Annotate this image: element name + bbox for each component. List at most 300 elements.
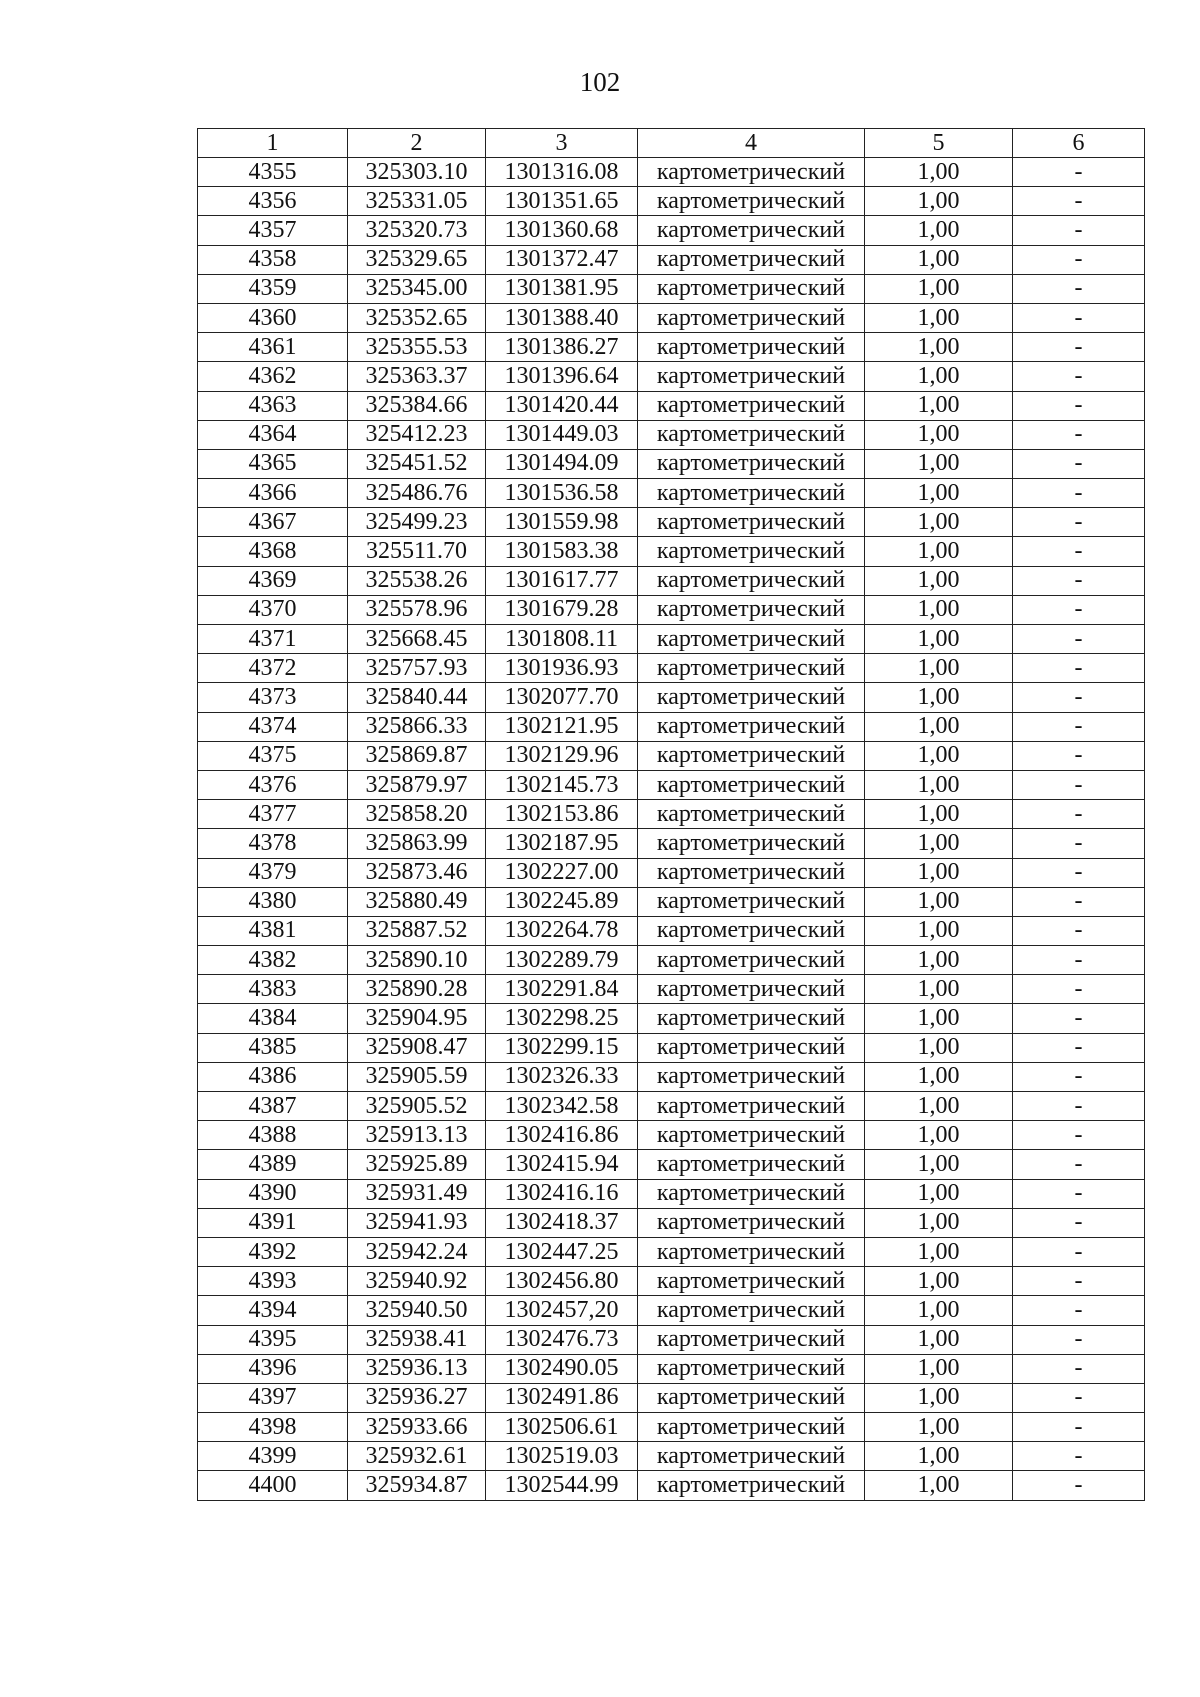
method-cell: картометрический — [638, 391, 865, 420]
description-cell: - — [1013, 916, 1145, 945]
accuracy-cell: 1,00 — [865, 1062, 1013, 1091]
accuracy-cell: 1,00 — [865, 391, 1013, 420]
accuracy-cell: 1,00 — [865, 1208, 1013, 1237]
description-cell: - — [1013, 829, 1145, 858]
accuracy-cell: 1,00 — [865, 1413, 1013, 1442]
point-number-cell: 4377 — [198, 800, 348, 829]
table-row — [198, 508, 1145, 537]
x-coordinate-cell: 325934.87 — [348, 1471, 486, 1500]
accuracy-cell: 1,00 — [865, 187, 1013, 216]
table-row — [198, 1150, 1145, 1179]
table-row — [198, 1179, 1145, 1208]
x-coordinate-cell: 325940.50 — [348, 1296, 486, 1325]
description-cell: - — [1013, 1179, 1145, 1208]
y-coordinate-cell: 1302506.61 — [486, 1413, 638, 1442]
description-cell: - — [1013, 654, 1145, 683]
point-number-cell: 4387 — [198, 1092, 348, 1121]
description-cell: - — [1013, 1062, 1145, 1091]
accuracy-cell: 1,00 — [865, 245, 1013, 274]
table-row — [198, 625, 1145, 654]
y-coordinate-cell: 1301420.44 — [486, 391, 638, 420]
y-coordinate-cell: 1301388.40 — [486, 303, 638, 332]
accuracy-cell: 1,00 — [865, 770, 1013, 799]
point-number-cell: 4383 — [198, 975, 348, 1004]
x-coordinate-cell: 325904.95 — [348, 1004, 486, 1033]
method-cell: картометрический — [638, 654, 865, 683]
accuracy-cell: 1,00 — [865, 858, 1013, 887]
accuracy-cell: 1,00 — [865, 303, 1013, 332]
x-coordinate-cell: 325355.53 — [348, 333, 486, 362]
method-cell: картометрический — [638, 420, 865, 449]
x-coordinate-cell: 325538.26 — [348, 566, 486, 595]
accuracy-cell: 1,00 — [865, 1267, 1013, 1296]
x-coordinate-cell: 325905.52 — [348, 1092, 486, 1121]
x-coordinate-cell: 325668.45 — [348, 625, 486, 654]
point-number-cell: 4359 — [198, 274, 348, 303]
point-number-cell: 4367 — [198, 508, 348, 537]
method-cell: картометрический — [638, 1296, 865, 1325]
coordinates-table — [197, 128, 1145, 1501]
method-cell: картометрический — [638, 303, 865, 332]
table-row — [198, 1208, 1145, 1237]
method-cell: картометрический — [638, 216, 865, 245]
y-coordinate-cell: 1302326.33 — [486, 1062, 638, 1091]
method-cell: картометрический — [638, 975, 865, 1004]
accuracy-cell: 1,00 — [865, 1004, 1013, 1033]
y-coordinate-cell: 1302456.80 — [486, 1267, 638, 1296]
y-coordinate-cell: 1302491.86 — [486, 1383, 638, 1412]
description-cell: - — [1013, 770, 1145, 799]
description-cell: - — [1013, 187, 1145, 216]
description-cell: - — [1013, 362, 1145, 391]
point-number-cell: 4397 — [198, 1383, 348, 1412]
x-coordinate-cell: 325913.13 — [348, 1121, 486, 1150]
x-coordinate-cell: 325908.47 — [348, 1033, 486, 1062]
method-cell: картометрический — [638, 566, 865, 595]
point-number-cell: 4363 — [198, 391, 348, 420]
x-coordinate-cell: 325329.65 — [348, 245, 486, 274]
x-coordinate-cell: 325940.92 — [348, 1267, 486, 1296]
point-number-cell: 4370 — [198, 595, 348, 624]
method-cell: картометрический — [638, 1092, 865, 1121]
description-cell: - — [1013, 975, 1145, 1004]
method-cell: картометрический — [638, 158, 865, 187]
point-number-cell: 4385 — [198, 1033, 348, 1062]
point-number-cell: 4391 — [198, 1208, 348, 1237]
method-cell: картометрический — [638, 1179, 865, 1208]
y-coordinate-cell: 1301396.64 — [486, 362, 638, 391]
x-coordinate-cell: 325384.66 — [348, 391, 486, 420]
description-cell: - — [1013, 1004, 1145, 1033]
y-coordinate-cell: 1302416.86 — [486, 1121, 638, 1150]
method-cell: картометрический — [638, 683, 865, 712]
method-cell: картометрический — [638, 479, 865, 508]
table-row — [198, 946, 1145, 975]
y-coordinate-cell: 1302447.25 — [486, 1237, 638, 1266]
method-cell: картометрический — [638, 916, 865, 945]
x-coordinate-cell: 325352.65 — [348, 303, 486, 332]
y-coordinate-cell: 1302457,20 — [486, 1296, 638, 1325]
y-coordinate-cell: 1301381.95 — [486, 274, 638, 303]
point-number-cell: 4365 — [198, 449, 348, 478]
x-coordinate-cell: 325942.24 — [348, 1237, 486, 1266]
point-number-cell: 4380 — [198, 887, 348, 916]
table-row — [198, 1325, 1145, 1354]
table-row — [198, 187, 1145, 216]
y-coordinate-cell: 1302129.96 — [486, 741, 638, 770]
table-row — [198, 887, 1145, 916]
y-coordinate-cell: 1302264.78 — [486, 916, 638, 945]
x-coordinate-cell: 325933.66 — [348, 1413, 486, 1442]
method-cell: картометрический — [638, 449, 865, 478]
point-number-cell: 4373 — [198, 683, 348, 712]
y-coordinate-cell: 1302342.58 — [486, 1092, 638, 1121]
table-row — [198, 303, 1145, 332]
accuracy-cell: 1,00 — [865, 1179, 1013, 1208]
x-coordinate-cell: 325887.52 — [348, 916, 486, 945]
description-cell: - — [1013, 1033, 1145, 1062]
x-coordinate-cell: 325941.93 — [348, 1208, 486, 1237]
description-cell: - — [1013, 274, 1145, 303]
x-coordinate-cell: 325363.37 — [348, 362, 486, 391]
x-coordinate-cell: 325866.33 — [348, 712, 486, 741]
method-cell: картометрический — [638, 1267, 865, 1296]
method-cell: картометрический — [638, 333, 865, 362]
description-cell: - — [1013, 1325, 1145, 1354]
description-cell: - — [1013, 1296, 1145, 1325]
table-row — [198, 274, 1145, 303]
method-cell: картометрический — [638, 1325, 865, 1354]
description-cell: - — [1013, 1092, 1145, 1121]
description-cell: - — [1013, 712, 1145, 741]
method-cell: картометрический — [638, 1237, 865, 1266]
x-coordinate-cell: 325938.41 — [348, 1325, 486, 1354]
x-coordinate-cell: 325451.52 — [348, 449, 486, 478]
table-row — [198, 1237, 1145, 1266]
x-coordinate-cell: 325869.87 — [348, 741, 486, 770]
y-coordinate-cell: 1301559.98 — [486, 508, 638, 537]
description-cell: - — [1013, 303, 1145, 332]
accuracy-cell: 1,00 — [865, 1471, 1013, 1500]
method-cell: картометрический — [638, 1004, 865, 1033]
y-coordinate-cell: 1302299.15 — [486, 1033, 638, 1062]
header-row — [198, 129, 1145, 158]
method-cell: картометрический — [638, 187, 865, 216]
accuracy-cell: 1,00 — [865, 654, 1013, 683]
method-cell: картометрический — [638, 946, 865, 975]
x-coordinate-cell: 325511.70 — [348, 537, 486, 566]
point-number-cell: 4368 — [198, 537, 348, 566]
x-coordinate-cell: 325936.13 — [348, 1354, 486, 1383]
y-coordinate-cell: 1302291.84 — [486, 975, 638, 1004]
table-row — [198, 1413, 1145, 1442]
table-row — [198, 1004, 1145, 1033]
y-coordinate-cell: 1302416.16 — [486, 1179, 638, 1208]
description-cell: - — [1013, 800, 1145, 829]
y-coordinate-cell: 1302519.03 — [486, 1442, 638, 1471]
x-coordinate-cell: 325936.27 — [348, 1383, 486, 1412]
y-coordinate-cell: 1301679.28 — [486, 595, 638, 624]
y-coordinate-cell: 1302418.37 — [486, 1208, 638, 1237]
table-row — [198, 1471, 1145, 1500]
point-number-cell: 4360 — [198, 303, 348, 332]
point-number-cell: 4362 — [198, 362, 348, 391]
accuracy-cell: 1,00 — [865, 566, 1013, 595]
accuracy-cell: 1,00 — [865, 683, 1013, 712]
x-coordinate-cell: 325925.89 — [348, 1150, 486, 1179]
x-coordinate-cell: 325486.76 — [348, 479, 486, 508]
table-row — [198, 245, 1145, 274]
method-cell: картометрический — [638, 625, 865, 654]
x-coordinate-cell: 325331.05 — [348, 187, 486, 216]
table-row — [198, 333, 1145, 362]
table-row — [198, 362, 1145, 391]
method-cell: картометрический — [638, 362, 865, 391]
accuracy-cell: 1,00 — [865, 362, 1013, 391]
method-cell: картометрический — [638, 1121, 865, 1150]
table-row — [198, 537, 1145, 566]
point-number-cell: 4381 — [198, 916, 348, 945]
description-cell: - — [1013, 158, 1145, 187]
accuracy-cell: 1,00 — [865, 1296, 1013, 1325]
y-coordinate-cell: 1302077.70 — [486, 683, 638, 712]
point-number-cell: 4384 — [198, 1004, 348, 1033]
table-row — [198, 391, 1145, 420]
method-cell: картометрический — [638, 1442, 865, 1471]
accuracy-cell: 1,00 — [865, 712, 1013, 741]
x-coordinate-cell: 325345.00 — [348, 274, 486, 303]
accuracy-cell: 1,00 — [865, 595, 1013, 624]
method-cell: картометрический — [638, 1150, 865, 1179]
table-row — [198, 1354, 1145, 1383]
point-number-cell: 4376 — [198, 770, 348, 799]
y-coordinate-cell: 1302415.94 — [486, 1150, 638, 1179]
description-cell: - — [1013, 1354, 1145, 1383]
description-cell: - — [1013, 625, 1145, 654]
x-coordinate-cell: 325863.99 — [348, 829, 486, 858]
point-number-cell: 4378 — [198, 829, 348, 858]
accuracy-cell: 1,00 — [865, 741, 1013, 770]
accuracy-cell: 1,00 — [865, 1325, 1013, 1354]
accuracy-cell: 1,00 — [865, 975, 1013, 1004]
accuracy-cell: 1,00 — [865, 420, 1013, 449]
x-coordinate-cell: 325499.23 — [348, 508, 486, 537]
method-cell: картометрический — [638, 274, 865, 303]
method-cell: картометрический — [638, 1062, 865, 1091]
description-cell: - — [1013, 566, 1145, 595]
point-number-cell: 4358 — [198, 245, 348, 274]
table-row — [198, 1062, 1145, 1091]
method-cell: картометрический — [638, 1471, 865, 1500]
column-header: 5 — [865, 129, 1013, 158]
accuracy-cell: 1,00 — [865, 158, 1013, 187]
table-row — [198, 449, 1145, 478]
accuracy-cell: 1,00 — [865, 449, 1013, 478]
point-number-cell: 4394 — [198, 1296, 348, 1325]
y-coordinate-cell: 1302476.73 — [486, 1325, 638, 1354]
table-row — [198, 975, 1145, 1004]
method-cell: картометрический — [638, 800, 865, 829]
y-coordinate-cell: 1302289.79 — [486, 946, 638, 975]
accuracy-cell: 1,00 — [865, 887, 1013, 916]
description-cell: - — [1013, 595, 1145, 624]
y-coordinate-cell: 1302490.05 — [486, 1354, 638, 1383]
method-cell: картометрический — [638, 537, 865, 566]
x-coordinate-cell: 325905.59 — [348, 1062, 486, 1091]
y-coordinate-cell: 1302121.95 — [486, 712, 638, 741]
accuracy-cell: 1,00 — [865, 800, 1013, 829]
table-row — [198, 683, 1145, 712]
table-row — [198, 858, 1145, 887]
description-cell: - — [1013, 1471, 1145, 1500]
y-coordinate-cell: 1301351.65 — [486, 187, 638, 216]
y-coordinate-cell: 1301808.11 — [486, 625, 638, 654]
y-coordinate-cell: 1301372.47 — [486, 245, 638, 274]
description-cell: - — [1013, 479, 1145, 508]
y-coordinate-cell: 1302153.86 — [486, 800, 638, 829]
x-coordinate-cell: 325890.10 — [348, 946, 486, 975]
y-coordinate-cell: 1301617.77 — [486, 566, 638, 595]
column-header: 3 — [486, 129, 638, 158]
method-cell: картометрический — [638, 595, 865, 624]
table-row — [198, 1442, 1145, 1471]
accuracy-cell: 1,00 — [865, 1383, 1013, 1412]
description-cell: - — [1013, 1413, 1145, 1442]
table-row — [198, 741, 1145, 770]
accuracy-cell: 1,00 — [865, 916, 1013, 945]
point-number-cell: 4390 — [198, 1179, 348, 1208]
x-coordinate-cell: 325412.23 — [348, 420, 486, 449]
accuracy-cell: 1,00 — [865, 333, 1013, 362]
x-coordinate-cell: 325303.10 — [348, 158, 486, 187]
method-cell: картометрический — [638, 770, 865, 799]
x-coordinate-cell: 325931.49 — [348, 1179, 486, 1208]
point-number-cell: 4382 — [198, 946, 348, 975]
y-coordinate-cell: 1301316.08 — [486, 158, 638, 187]
x-coordinate-cell: 325880.49 — [348, 887, 486, 916]
y-coordinate-cell: 1301449.03 — [486, 420, 638, 449]
accuracy-cell: 1,00 — [865, 1237, 1013, 1266]
point-number-cell: 4374 — [198, 712, 348, 741]
table-row — [198, 158, 1145, 187]
point-number-cell: 4371 — [198, 625, 348, 654]
y-coordinate-cell: 1302145.73 — [486, 770, 638, 799]
accuracy-cell: 1,00 — [865, 508, 1013, 537]
y-coordinate-cell: 1301494.09 — [486, 449, 638, 478]
y-coordinate-cell: 1302187.95 — [486, 829, 638, 858]
method-cell: картометрический — [638, 508, 865, 537]
table-row — [198, 595, 1145, 624]
description-cell: - — [1013, 887, 1145, 916]
x-coordinate-cell: 325320.73 — [348, 216, 486, 245]
description-cell: - — [1013, 741, 1145, 770]
method-cell: картометрический — [638, 858, 865, 887]
point-number-cell: 4395 — [198, 1325, 348, 1354]
description-cell: - — [1013, 1442, 1145, 1471]
table-row — [198, 420, 1145, 449]
table-row — [198, 800, 1145, 829]
table-row — [198, 1092, 1145, 1121]
method-cell: картометрический — [638, 1413, 865, 1442]
description-cell: - — [1013, 1383, 1145, 1412]
table-row — [198, 654, 1145, 683]
method-cell: картометрический — [638, 829, 865, 858]
table-row — [198, 1121, 1145, 1150]
table-row — [198, 1033, 1145, 1062]
x-coordinate-cell: 325578.96 — [348, 595, 486, 624]
accuracy-cell: 1,00 — [865, 1092, 1013, 1121]
point-number-cell: 4355 — [198, 158, 348, 187]
accuracy-cell: 1,00 — [865, 1033, 1013, 1062]
accuracy-cell: 1,00 — [865, 1354, 1013, 1383]
description-cell: - — [1013, 449, 1145, 478]
point-number-cell: 4357 — [198, 216, 348, 245]
point-number-cell: 4356 — [198, 187, 348, 216]
point-number-cell: 4398 — [198, 1413, 348, 1442]
table-row — [198, 916, 1145, 945]
column-header: 1 — [198, 129, 348, 158]
description-cell: - — [1013, 216, 1145, 245]
method-cell: картометрический — [638, 1383, 865, 1412]
accuracy-cell: 1,00 — [865, 829, 1013, 858]
point-number-cell: 4364 — [198, 420, 348, 449]
x-coordinate-cell: 325840.44 — [348, 683, 486, 712]
point-number-cell: 4389 — [198, 1150, 348, 1179]
x-coordinate-cell: 325932.61 — [348, 1442, 486, 1471]
column-header: 6 — [1013, 129, 1145, 158]
point-number-cell: 4393 — [198, 1267, 348, 1296]
method-cell: картометрический — [638, 712, 865, 741]
point-number-cell: 4392 — [198, 1237, 348, 1266]
accuracy-cell: 1,00 — [865, 946, 1013, 975]
y-coordinate-cell: 1301583.38 — [486, 537, 638, 566]
y-coordinate-cell: 1302298.25 — [486, 1004, 638, 1033]
accuracy-cell: 1,00 — [865, 537, 1013, 566]
point-number-cell: 4388 — [198, 1121, 348, 1150]
y-coordinate-cell: 1302245.89 — [486, 887, 638, 916]
x-coordinate-cell: 325890.28 — [348, 975, 486, 1004]
table-row — [198, 1383, 1145, 1412]
description-cell: - — [1013, 1237, 1145, 1266]
point-number-cell: 4396 — [198, 1354, 348, 1383]
point-number-cell: 4386 — [198, 1062, 348, 1091]
x-coordinate-cell: 325757.93 — [348, 654, 486, 683]
method-cell: картометрический — [638, 245, 865, 274]
method-cell: картометрический — [638, 1208, 865, 1237]
description-cell: - — [1013, 537, 1145, 566]
y-coordinate-cell: 1302227.00 — [486, 858, 638, 887]
description-cell: - — [1013, 508, 1145, 537]
table-body — [198, 158, 1145, 1501]
accuracy-cell: 1,00 — [865, 1442, 1013, 1471]
point-number-cell: 4372 — [198, 654, 348, 683]
x-coordinate-cell: 325873.46 — [348, 858, 486, 887]
description-cell: - — [1013, 1121, 1145, 1150]
column-header: 2 — [348, 129, 486, 158]
y-coordinate-cell: 1301936.93 — [486, 654, 638, 683]
y-coordinate-cell: 1301360.68 — [486, 216, 638, 245]
description-cell: - — [1013, 333, 1145, 362]
table-row — [198, 712, 1145, 741]
description-cell: - — [1013, 946, 1145, 975]
accuracy-cell: 1,00 — [865, 216, 1013, 245]
page-number: 102 — [579, 67, 621, 97]
table-row — [198, 566, 1145, 595]
description-cell: - — [1013, 1267, 1145, 1296]
point-number-cell: 4379 — [198, 858, 348, 887]
point-number-cell: 4361 — [198, 333, 348, 362]
description-cell: - — [1013, 420, 1145, 449]
